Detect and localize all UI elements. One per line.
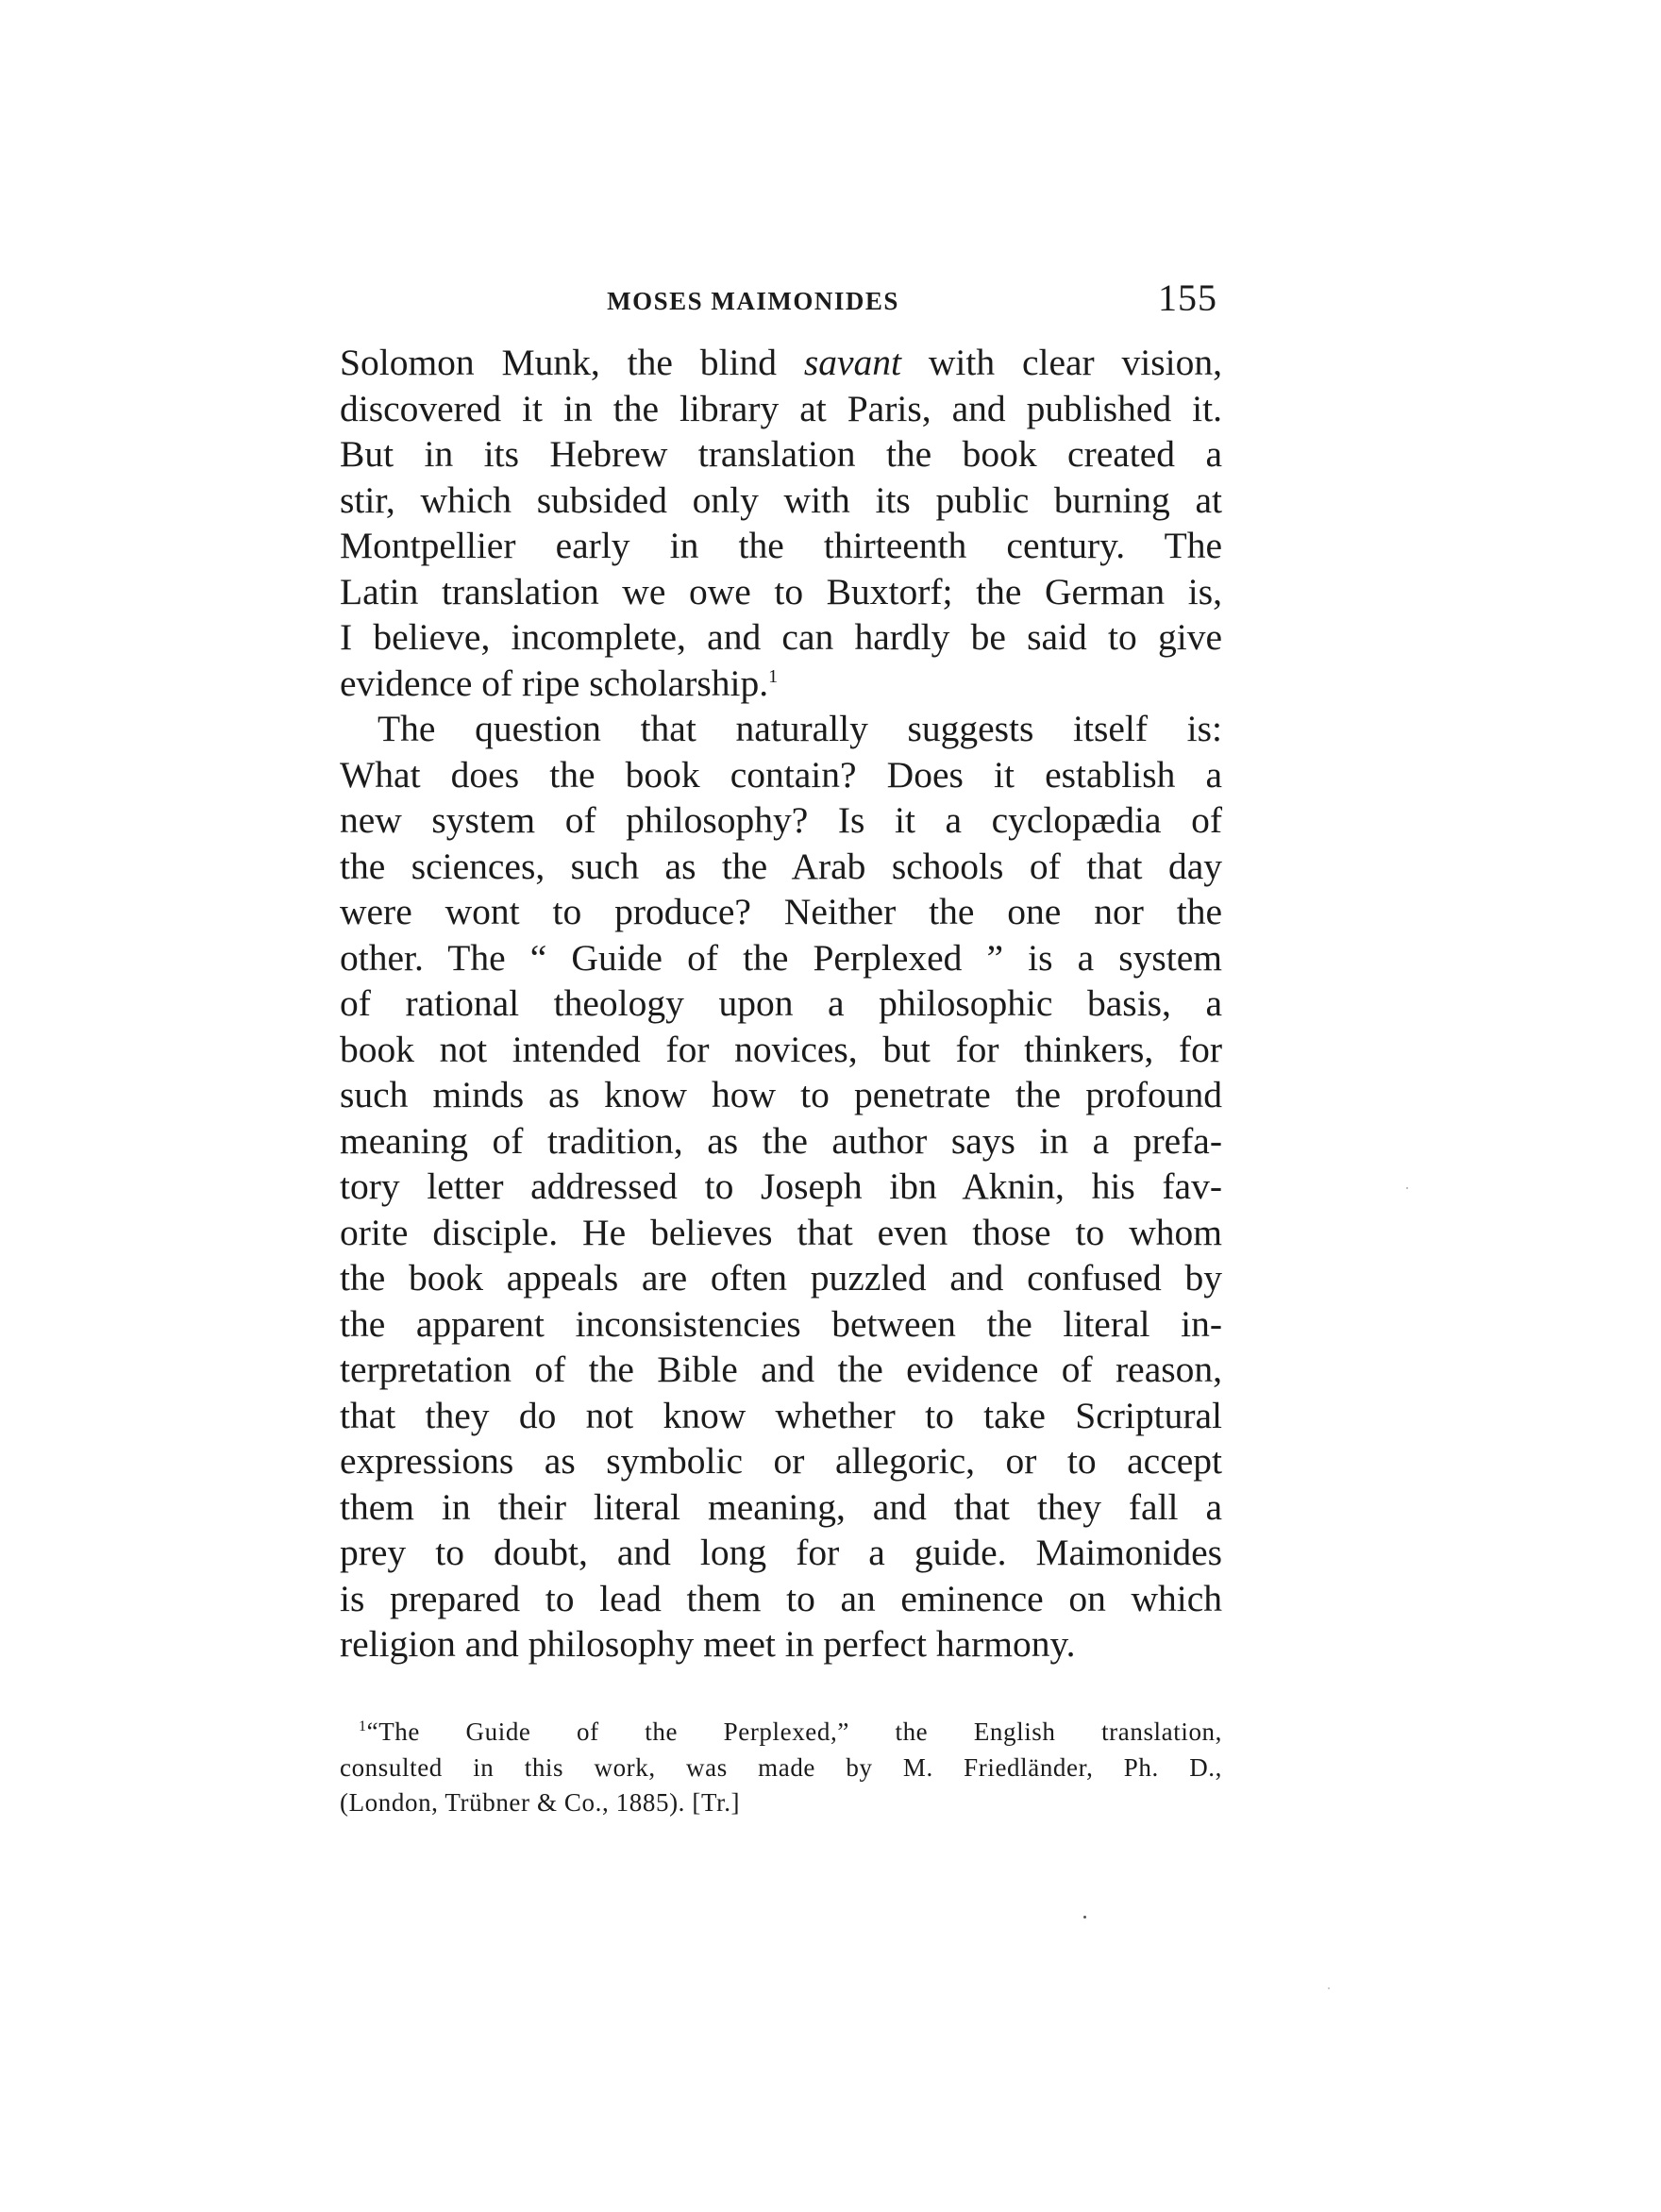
running-head (340, 276, 1222, 323)
text-run: with clear vision, (900, 342, 1222, 383)
footnote-line: consulted in this work, was made by M. Friedländer, Ph. D., (340, 1752, 1222, 1782)
body-line: the book appeals are often puzzled and confused by (340, 1257, 1222, 1299)
body-line (340, 340, 1222, 386)
body-line: the apparent inconsistencies between the literal in- (340, 1302, 1222, 1345)
body-line: stir, which subsided only with its public burning at (340, 478, 1222, 521)
body-line: orite disciple. He believes that even those to whom (340, 1211, 1222, 1253)
body-line: were wont to produce? Neither the one nor the (340, 891, 1222, 932)
body-text (340, 340, 1222, 1667)
footnote-marker: 1 (359, 1718, 367, 1734)
body-line: The question that naturally suggests itself is: (378, 708, 1222, 749)
body-line: the sciences, such as the Arab schools of that day (340, 845, 1222, 887)
page-number: 155 (1158, 276, 1217, 319)
body-line: such minds as know how to penetrate the profound (340, 1074, 1222, 1115)
body-line (340, 661, 1222, 707)
paper-speck (1083, 1916, 1086, 1919)
footnote-line (340, 1715, 1222, 1751)
body-line: book not intended for novices, but for thinkers, for (340, 1028, 1222, 1070)
text-run: Solomon Munk, the blind (340, 342, 804, 383)
footnote (340, 1715, 1222, 1821)
body-line: is prepared to lead them to an eminence on which (340, 1577, 1222, 1619)
italic-word: savant (803, 342, 901, 383)
body-line: new system of philosophy? Is it a cyclopædia of (340, 799, 1222, 841)
body-line: terpretation of the Bible and the evidence of reason, (340, 1349, 1222, 1390)
body-line: of rational theology upon a philosophic basis, a (340, 982, 1222, 1024)
body-line: that they do not know whether to take Scriptural (340, 1394, 1222, 1436)
body-line: tory letter addressed to Joseph ibn Aknin, his fav- (340, 1165, 1222, 1207)
body-line: discovered it in the library at Paris, and published it. (340, 387, 1222, 429)
paper-speck (1328, 1987, 1330, 1989)
body-line: Latin translation we owe to Buxtorf; the German is, (340, 570, 1222, 612)
paper-speck (1406, 1187, 1408, 1189)
text-run: “The Guide of the Perplexed,” the English translation, (366, 1718, 1222, 1746)
body-line: Montpellier early in the thirteenth century. The (340, 525, 1222, 566)
text-run: evidence of ripe scholarship. (340, 662, 769, 704)
body-line: I believe, incomplete, and can hardly be said to give (340, 616, 1222, 658)
running-title: MOSES MAIMONIDES (607, 287, 899, 315)
footnote-reference: 1 (768, 665, 779, 687)
body-line: prey to doubt, and long for a guide. Maimonides (340, 1532, 1222, 1573)
body-line: them in their literal meaning, and that they fall a (340, 1485, 1222, 1528)
body-line: What does the book contain? Does it establish a (340, 753, 1222, 796)
body-line: expressions as symbolic or allegoric, or to accept (340, 1440, 1222, 1482)
body-line: religion and philosophy meet in perfect harmony. (340, 1623, 1076, 1665)
body-line: But in its Hebrew translation the book created a (340, 433, 1222, 475)
footnote-line: (London, Trübner & Co., 1885). [Tr.] (340, 1788, 741, 1817)
body-line: other. The “ Guide of the Perplexed ” is a system (340, 936, 1222, 979)
body-line: meaning of tradition, as the author says in a prefa- (340, 1119, 1222, 1162)
